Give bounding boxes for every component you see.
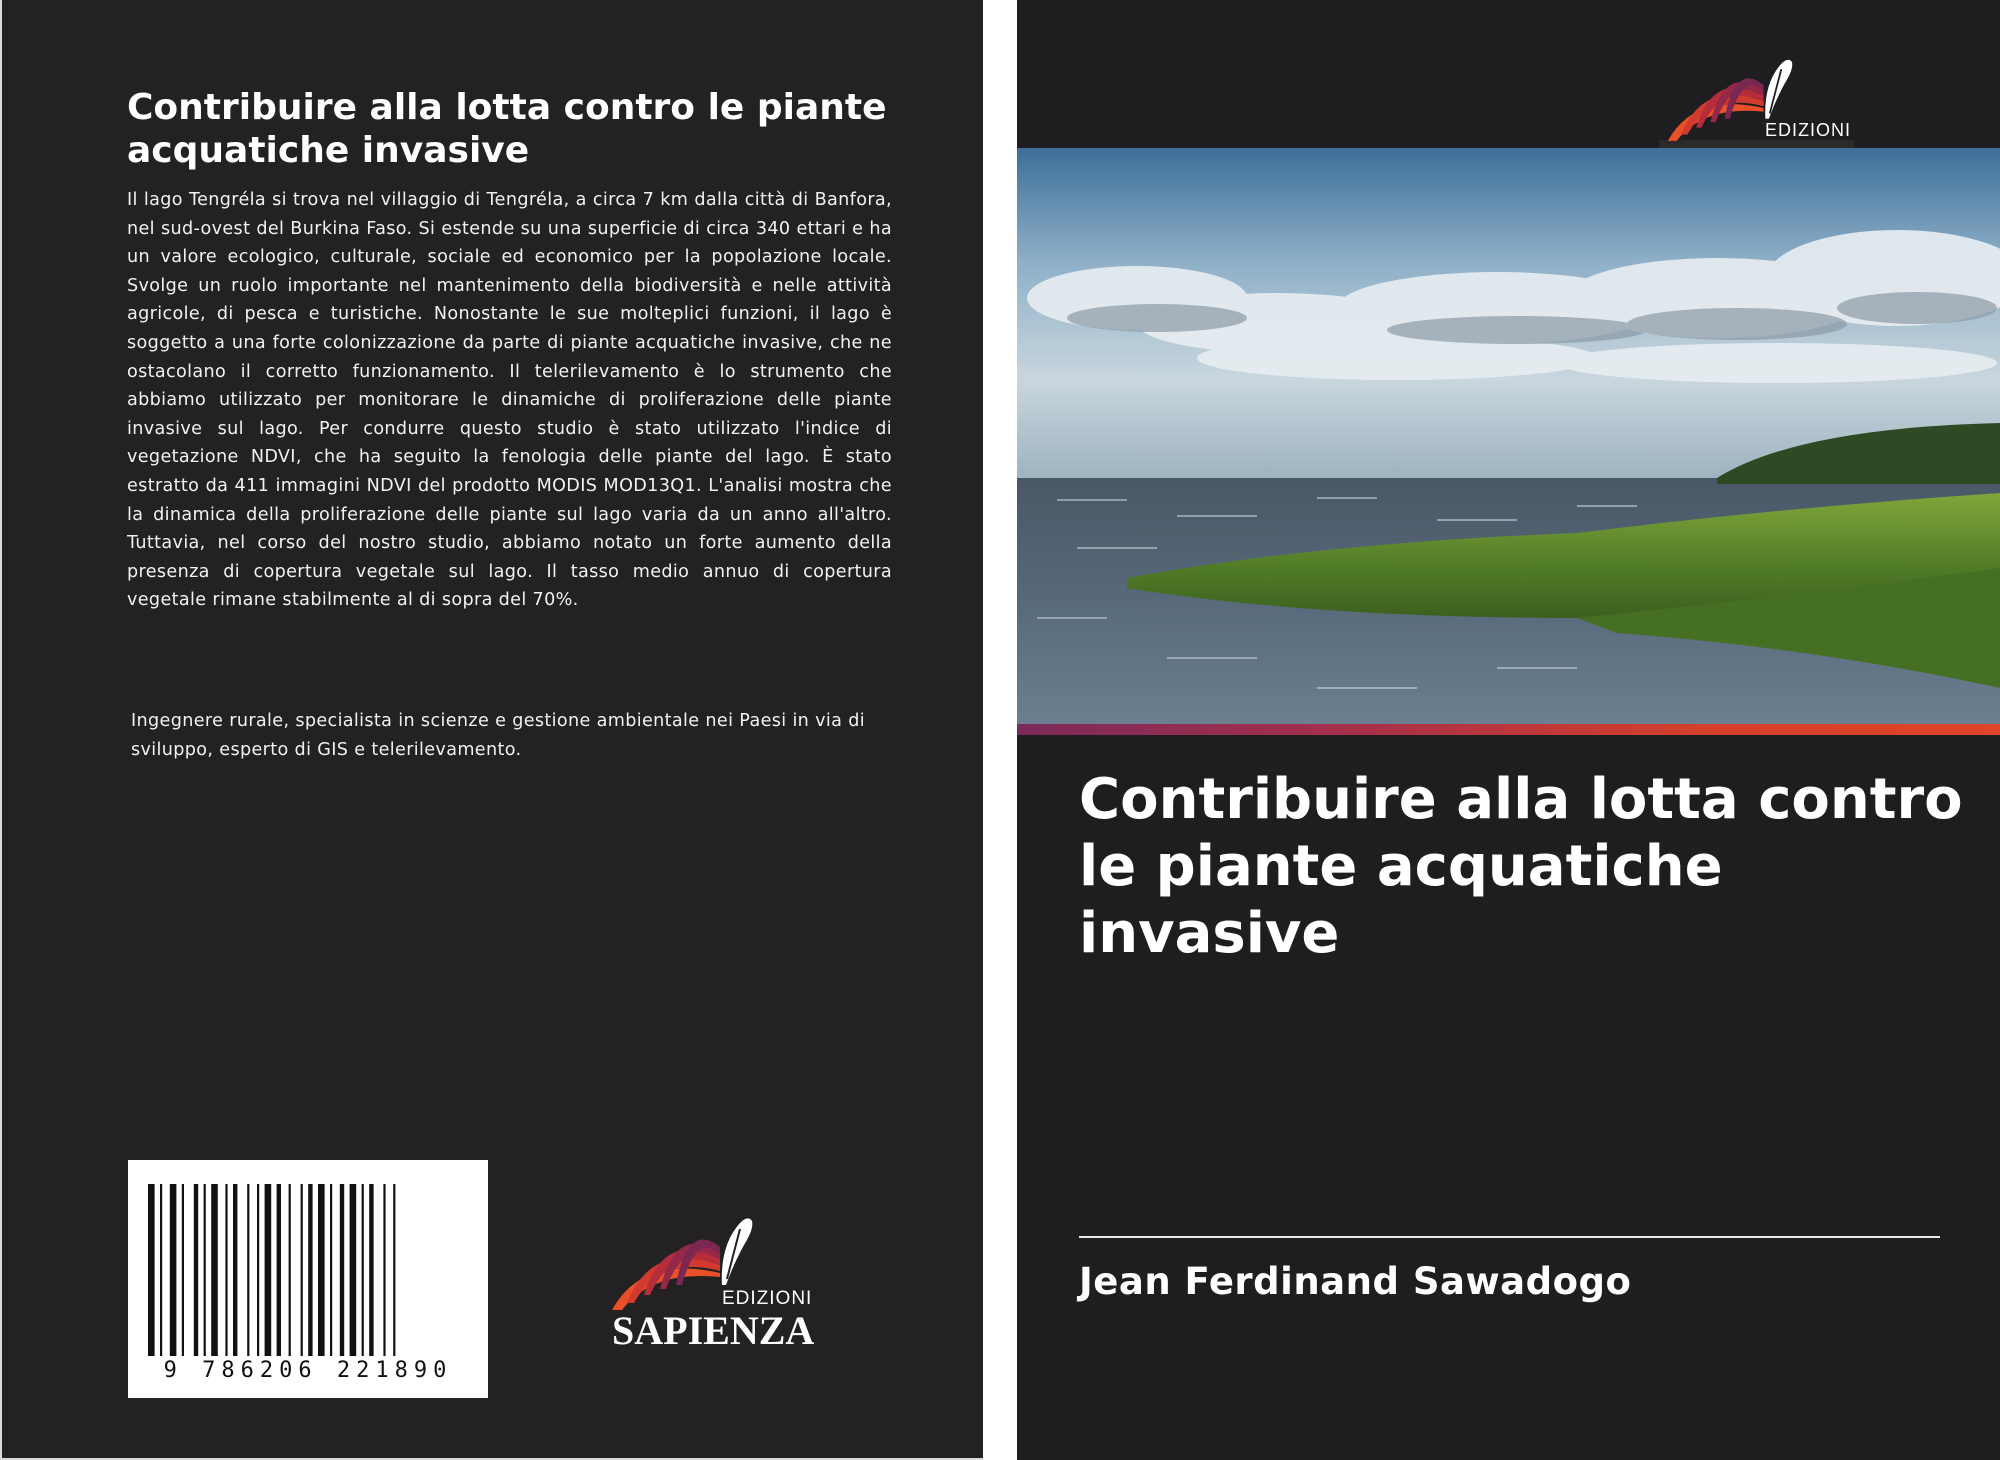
barcode-bar <box>330 1184 332 1356</box>
barcode-bar <box>233 1184 237 1356</box>
barcode-bar <box>182 1184 184 1356</box>
barcode-bar <box>194 1184 198 1356</box>
barcode-bar <box>277 1184 281 1356</box>
barcode-bar <box>204 1184 206 1356</box>
barcode-bar <box>265 1184 272 1356</box>
barcode-bar <box>301 1184 303 1356</box>
author-bio: Ingegnere rurale, specialista in scienze e gestione ambientale nei Paesi in via di sviluppo, esperto di GIS e telerilevamento. <box>131 711 865 760</box>
divider <box>1079 1236 1940 1238</box>
barcode-bar <box>247 1184 249 1356</box>
barcode-bar <box>393 1184 395 1356</box>
barcode-digits: 9 786206 221890 <box>163 1358 453 1383</box>
cover-photo-lake <box>1017 148 2000 724</box>
publisher-name: SAPIENZA <box>612 1308 815 1353</box>
back-cover-title: Contribuire alla lotta contro le piante acquatiche invasive <box>127 87 887 171</box>
back-cover-blurb: Il lago Tengréla si trova nel villaggio di Tengréla, a circa 7 km dalla città di Banfora, nel sud-ovest del Burkina Faso. Si estende su una superficie di circa 340 ettari e ha un valore ecologico, culturale, sociale ed economico per la popolazione locale. Svolge un ruolo importante nel mantenimento della biodiversità e nelle attività agricole, di pesca e turistiche. Nonostante le sue molteplici funzioni, il lago è soggetto a una forte colonizzazione da parte di piante acquatiche invasive, che ne ostacolano il corretto funzionamento. Il telerilevamento è lo strumento che abbiamo utilizzato per monitorare le dinamiche di proliferazione delle piante invasive sul lago. Per condurre questo studio è stato utilizzato l'indice di vegetazione NDVI, che ha seguito la fenologia delle piante del lago. È stato estratto da 411 immagini NDVI del prodotto MODIS MOD13Q1. L'analisi mostra che la dinamica della proliferazione delle piante sul lago varia da un anno all'altro. Tuttavia, nel corso del nostro studio, abbiamo notato un forte aumento della presenza di copertura vegetale sul lago. Il tasso medio annuo di copertura vegetale rimane stabilmente al di sopra del 70%. <box>127 190 892 611</box>
publisher-logo-back <box>602 1215 822 1355</box>
barcode-bar <box>257 1184 259 1356</box>
barcode-bar <box>340 1184 344 1356</box>
front-cover <box>1017 0 2000 1460</box>
front-cover-title: Contribuire alla lotta contro le piante acquatiche invasive <box>1079 767 1963 966</box>
barcode-bar <box>211 1184 218 1356</box>
publisher-edizioni: EDIZIONI <box>1765 120 1852 140</box>
barcode-bar <box>225 1184 227 1356</box>
back-cover <box>0 0 983 1460</box>
barcode-bar <box>362 1184 364 1356</box>
barcode-bar <box>350 1184 357 1356</box>
barcode-bar <box>308 1184 312 1356</box>
barcode-bar <box>369 1184 373 1356</box>
barcode-bar <box>318 1184 325 1356</box>
front-cover-author: Jean Ferdinand Sawadogo <box>1079 1260 1632 1303</box>
barcode-bar <box>383 1184 385 1356</box>
barcode-bar <box>160 1184 162 1356</box>
barcode-bar <box>289 1184 291 1356</box>
publisher-edizioni: EDIZIONI <box>722 1288 813 1309</box>
isbn-barcode <box>128 1160 488 1398</box>
accent-bar <box>1017 724 2000 735</box>
barcode-bar <box>148 1184 155 1356</box>
barcode-bar <box>170 1184 177 1356</box>
